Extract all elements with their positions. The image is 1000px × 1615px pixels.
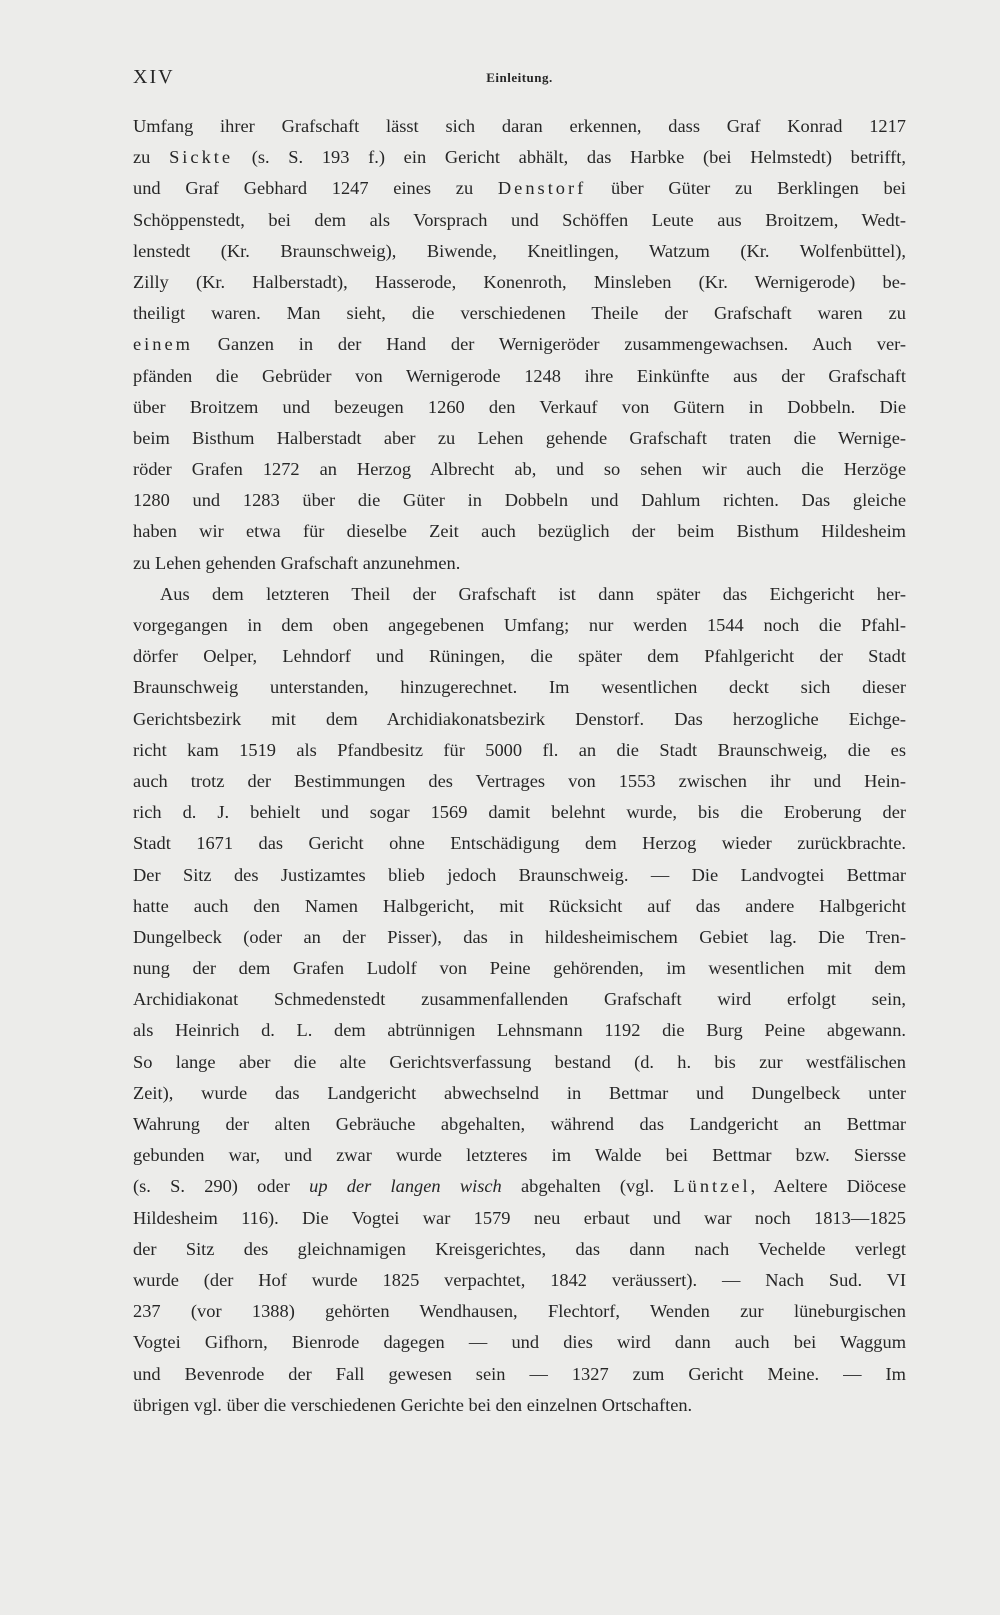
spaced-name: einem	[133, 334, 193, 355]
text-segment: Zilly (Kr. Halberstadt), Hasserode, Konenroth, Minsleben (Kr. Wernigerode) be-	[133, 271, 906, 292]
page-header	[133, 66, 906, 96]
spaced-name: Denstorf	[497, 178, 587, 199]
text-segment: , Aeltere Diöcese	[750, 1176, 906, 1197]
text-segment: röder Grafen 1272 an Herzog Albrecht ab, und so sehen wir auch die Herzöge	[133, 459, 906, 480]
text-line	[133, 298, 906, 329]
text-segment: als Heinrich d. L. dem abtrünnigen Lehnsmann 1192 die Burg Peine abgewann.	[133, 1020, 906, 1041]
text-line	[133, 704, 906, 735]
text-line	[133, 516, 906, 547]
text-segment: wurde (der Hof wurde 1825 verpachtet, 1842 veräussert). — Nach Sud. VI	[133, 1269, 906, 1290]
italic-phrase: up der langen wisch	[309, 1176, 502, 1197]
text-segment: Gerichtsbezirk mit dem Archidiakonatsbezirk Denstorf. Das herzogliche Eichge-	[133, 708, 906, 729]
text-line	[133, 672, 906, 703]
text-segment: 1280 und 1283 über die Güter in Dobbeln und Dahlum richten. Das gleiche	[133, 490, 906, 511]
text-segment: zu	[133, 147, 170, 168]
text-line	[133, 922, 906, 953]
text-segment: Vogtei Gifhorn, Bienrode dagegen — und dies wird dann auch bei Waggum	[133, 1332, 906, 1353]
text-segment: nung der dem Grafen Ludolf von Peine gehörenden, im wesentlichen mit dem	[133, 958, 906, 979]
text-segment: rich d. J. behielt und sogar 1569 damit belehnt wurde, bis die Eroberung der	[133, 802, 906, 823]
text-line	[133, 485, 906, 516]
text-segment: Zeit), wurde das Landgericht abwechselnd in Bettmar und Dungelbeck unter	[133, 1082, 906, 1103]
text-segment: Wahrung der alten Gebräuche abgehalten, während das Landgericht an Bettmar	[133, 1114, 906, 1134]
text-line	[133, 891, 906, 922]
text-line	[133, 610, 906, 641]
text-line	[133, 111, 906, 142]
text-line	[133, 1047, 906, 1078]
text-segment: vorgegangen in dem oben angegebenen Umfang; nur werden 1544 noch die Pfahl-	[133, 615, 906, 635]
text-line	[133, 1140, 906, 1171]
text-line	[133, 548, 906, 579]
text-line	[133, 267, 906, 298]
running-title: Einleitung.	[486, 70, 553, 85]
text-segment: Archidiakonat Schmedenstedt zusammenfallenden Grafschaft wird erfolgt sein,	[133, 989, 906, 1010]
text-segment: richt kam 1519 als Pfandbesitz für 5000 fl. an die Stadt Braunschweig, die es	[133, 739, 906, 760]
text-segment: Umfang ihrer Grafschaft lässt sich daran erkennen, dass Graf Konrad 1217	[133, 116, 906, 136]
text-line	[133, 1390, 906, 1421]
text-line	[133, 1296, 906, 1327]
text-segment: 237 (vor 1388) gehörten Wendhausen, Flechtorf, Wenden zur lüneburgischen	[133, 1301, 906, 1322]
text-line	[133, 1171, 906, 1202]
text-segment: auch trotz der Bestimmungen des Vertrages von 1553 zwischen ihr und Hein-	[133, 770, 906, 791]
text-line	[133, 1109, 906, 1140]
text-segment: Braunschweig unterstanden, hinzugerechnet. Im wesentlichen deckt sich dieser	[133, 677, 906, 698]
text-segment: lenstedt (Kr. Braunschweig), Biwende, Kneitlingen, Watzum (Kr. Wolfenbüttel),	[133, 240, 906, 261]
text-segment: gebunden war, und zwar wurde letzteres im Walde bei Bettmar bzw. Siersse	[133, 1145, 906, 1166]
text-segment: (s. S. 193 f.) ein Gericht abhält, das Harbke (bei Helmstedt) betrifft,	[233, 147, 906, 168]
text-line	[133, 454, 906, 485]
text-line	[133, 579, 906, 610]
text-segment: (s. S. 290) oder	[133, 1176, 310, 1197]
text-line	[133, 641, 906, 672]
text-line	[133, 329, 906, 360]
text-segment: Der Sitz des Justizamtes blieb jedoch Braunschweig. — Die Landvogtei Bettmar	[133, 864, 906, 885]
text-line	[133, 828, 906, 859]
page-number: XIV	[133, 66, 175, 88]
text-line	[133, 1078, 906, 1109]
text-segment: und Bevenrode der Fall gewesen sein — 1327 zum Gericht Meine. — Im	[133, 1363, 906, 1384]
text-segment: Stadt 1671 das Gericht ohne Entschädigung dem Herzog wieder zurückbrachte.	[133, 833, 906, 854]
text-line	[133, 860, 906, 891]
text-line	[133, 1327, 906, 1358]
text-segment: Hildesheim 116). Die Vogtei war 1579 neu erbaut und war noch 1813—1825	[133, 1207, 906, 1228]
text-line	[133, 142, 906, 173]
text-segment: und Graf Gebhard 1247 eines zu	[133, 178, 498, 199]
text-segment: pfänden die Gebrüder von Wernigerode 1248 ihre Einkünfte aus der Grafschaft	[133, 365, 906, 386]
text-segment: Dungelbeck (oder an der Pisser), das in hildesheimischem Gebiet lag. Die Tren-	[133, 926, 906, 947]
text-segment: übrigen vgl. über die verschiedenen Gerichte bei den einzelnen Ortschaften.	[133, 1394, 693, 1415]
text-line	[133, 735, 906, 766]
text-line	[133, 1359, 906, 1390]
text-line	[133, 1015, 906, 1046]
text-line	[133, 173, 906, 204]
text-line	[133, 766, 906, 797]
text-segment: beim Bisthum Halberstadt aber zu Lehen gehende Grafschaft traten die Wernige-	[133, 427, 906, 448]
text-segment: über Güter zu Berklingen bei	[586, 178, 906, 199]
text-segment: So lange aber die alte Gerichtsverfassung bestand (d. h. bis zur westfälischen	[133, 1051, 906, 1072]
text-line	[133, 797, 906, 828]
text-segment: theiligt waren. Man sieht, die verschiedenen Theile der Grafschaft waren zu	[133, 303, 906, 324]
text-line	[133, 953, 906, 984]
spaced-name: Lüntzel	[673, 1176, 751, 1197]
text-segment: zu Lehen gehenden Grafschaft anzunehmen.	[133, 552, 461, 573]
body-text	[133, 111, 906, 1421]
text-line	[133, 984, 906, 1015]
text-segment: hatte auch den Namen Halbgericht, mit Rücksicht auf das andere Halbgericht	[133, 895, 906, 916]
text-line	[133, 392, 906, 423]
text-segment: Ganzen in der Hand der Wernigeröder zusammengewachsen. Auch ver-	[192, 334, 906, 355]
text-segment: über Broitzem und bezeugen 1260 den Verkauf von Gütern in Dobbeln. Die	[133, 396, 906, 417]
text-line	[133, 423, 906, 454]
text-line	[133, 1234, 906, 1265]
text-segment: der Sitz des gleichnamigen Kreisgerichtes, das dann nach Vechelde verlegt	[133, 1238, 906, 1259]
text-segment: abgehalten (vgl.	[501, 1176, 674, 1197]
text-line	[133, 361, 906, 392]
text-line	[133, 236, 906, 267]
text-segment: haben wir etwa für dieselbe Zeit auch bezüglich der beim Bisthum Hildesheim	[133, 521, 906, 542]
text-segment: dörfer Oelper, Lehndorf und Rüningen, die später dem Pfahlgericht der Stadt	[133, 646, 906, 667]
text-line	[133, 1203, 906, 1234]
text-segment: Schöppenstedt, bei dem als Vorsprach und Schöffen Leute aus Broitzem, Wedt-	[133, 209, 906, 230]
text-segment: Aus dem letzteren Theil der Grafschaft ist dann später das Eichgericht her-	[160, 583, 906, 604]
spaced-name: Sickte	[169, 147, 234, 168]
text-line	[133, 205, 906, 236]
text-line	[133, 1265, 906, 1296]
